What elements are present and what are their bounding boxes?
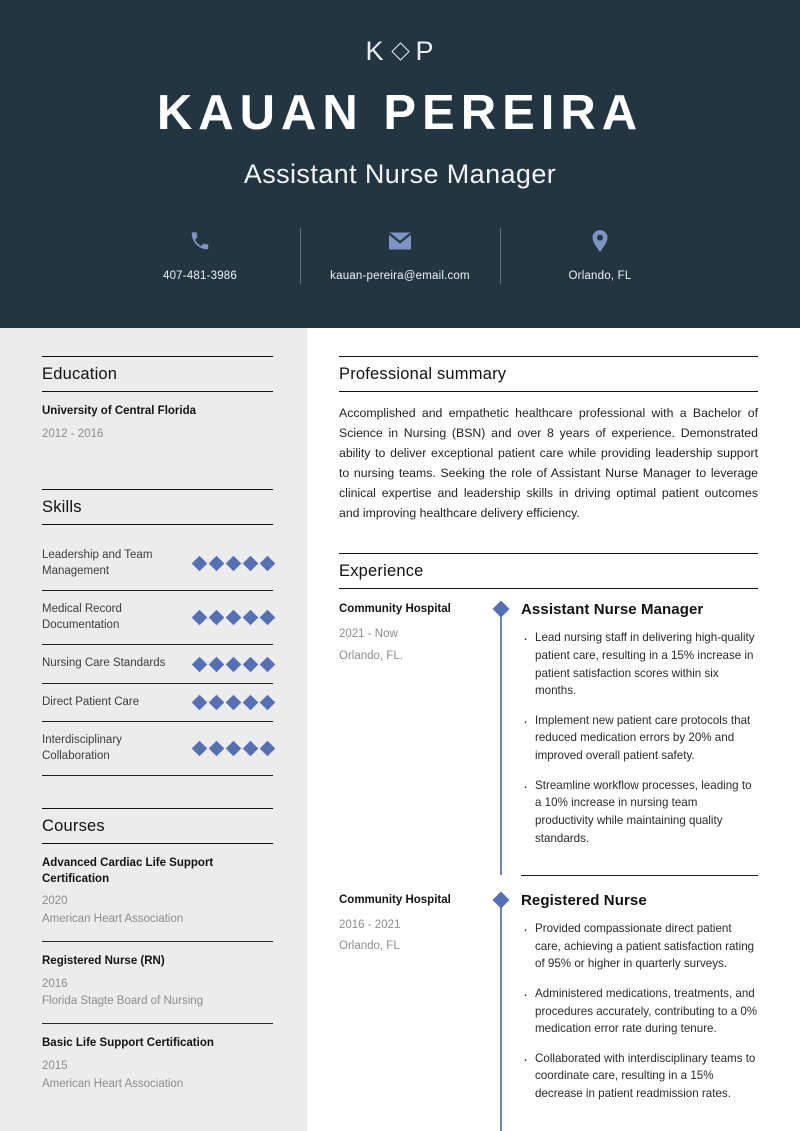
skill-row [42, 684, 273, 723]
experience-bullet: · Provided compassionate direct patient care, achieving a patient satisfaction rating of 95% or higher in quarterly surveys. [535, 920, 758, 973]
experience-dates: 2021 - Now [339, 628, 398, 641]
skill-name: Nursing Care Standards [42, 657, 166, 670]
experience-bullets [521, 920, 758, 1102]
contact-phone[interactable] [100, 228, 300, 282]
rating-diamond [260, 656, 276, 672]
section-courses [42, 808, 273, 1105]
experience-timeline [491, 892, 511, 1130]
sidebar-column [0, 328, 307, 1131]
rating-diamond [260, 695, 276, 711]
course-title: Advanced Cardiac Life Support Certification [42, 857, 214, 885]
experience-meta [339, 892, 491, 1130]
skill-rating [194, 697, 273, 708]
experience-location: Orlando, FL. [339, 649, 403, 662]
skill-name: Leadership and Team Management [42, 549, 153, 577]
course-item [42, 1036, 273, 1105]
experience-meta [339, 601, 491, 875]
experience-item [339, 892, 758, 1130]
rating-diamond [226, 741, 242, 757]
monogram-first-initial: K [365, 36, 385, 66]
course-title: Basic Life Support Certification [42, 1037, 214, 1050]
summary-text: Accomplished and empathetic healthcare professional with a Bachelor of Science in Nursing (BSN) and over 8 years of experience. Demonstrated ability to deliver exceptional patient care while providing leadership support to nursing teams. Seeking the role of Assistant Nurse Manager to leverage clinical expertise and leadership skills in driving optimal patient outcomes and improving healthcare delivery efficiency. [339, 406, 758, 520]
course-year: 2016 [42, 977, 68, 990]
diamond-outline-icon [391, 42, 409, 60]
experience-bullet: · Implement new patient care protocols that reduced medication errors by 20% and improved overall patient safety. [535, 712, 758, 765]
skills-heading-wrap [42, 489, 273, 525]
rating-diamond [260, 610, 276, 626]
rating-diamond [209, 556, 225, 572]
experience-heading: Experience [339, 562, 424, 581]
courses-heading-wrap [42, 808, 273, 844]
experience-company: Community Hospital [339, 603, 451, 616]
course-year: 2020 [42, 895, 68, 908]
resume-header [0, 0, 800, 328]
experience-company: Community Hospital [339, 894, 451, 907]
skill-row [42, 591, 273, 645]
contact-location[interactable] [500, 228, 700, 282]
experience-item [339, 601, 758, 875]
experience-role: Registered Nurse [521, 892, 647, 910]
candidate-job-title: Assistant Nurse Manager [243, 159, 557, 189]
monogram-logo [365, 38, 434, 65]
summary-heading: Professional summary [339, 365, 507, 383]
contact-email[interactable] [300, 228, 500, 282]
course-issuer: American Heart Association [42, 1077, 184, 1090]
experience-dates: 2016 - 2021 [339, 919, 401, 932]
education-heading: Education [42, 365, 118, 383]
timeline-line [500, 609, 502, 875]
summary-heading-wrap [339, 356, 758, 392]
course-item [42, 954, 273, 1024]
experience-location: Orlando, FL [339, 940, 400, 953]
timeline-diamond-icon [493, 892, 510, 909]
timeline-line [500, 900, 502, 1130]
course-issuer: Florida Stagte Board of Nursing [42, 995, 204, 1008]
experience-details [511, 892, 758, 1130]
experience-heading-wrap [339, 553, 758, 589]
experience-bullets [521, 629, 758, 847]
rating-diamond [243, 556, 259, 572]
email-icon [388, 228, 412, 254]
rating-diamond [226, 610, 242, 626]
rating-diamond [209, 695, 225, 711]
skill-row [42, 645, 273, 684]
course-item [42, 856, 273, 942]
rating-diamond [260, 556, 276, 572]
experience-divider [521, 875, 758, 876]
experience-bullet: · Streamline workflow processes, leading to a 10% increase in nursing team productivity while maintaining quality standards. [535, 777, 758, 847]
location-value: Orlando, FL [568, 270, 632, 282]
rating-diamond [226, 556, 242, 572]
rating-diamond [226, 656, 242, 672]
email-value: kauan-pereira@email.com [330, 270, 470, 282]
education-institution: University of Central Florida [42, 405, 197, 417]
skill-rating [194, 558, 273, 569]
section-experience [339, 553, 758, 1130]
course-title: Registered Nurse (RN) [42, 955, 165, 968]
course-issuer: American Heart Association [42, 913, 184, 926]
skill-row [42, 537, 273, 591]
resume-body [0, 328, 800, 1131]
education-heading-wrap [42, 356, 273, 392]
rating-diamond [243, 741, 259, 757]
skill-row [42, 722, 273, 776]
courses-heading: Courses [42, 817, 105, 836]
rating-diamond [243, 695, 259, 711]
experience-timeline [491, 601, 511, 875]
section-summary [339, 356, 758, 549]
rating-diamond [192, 610, 208, 626]
section-education [42, 356, 273, 485]
education-item [42, 404, 273, 455]
skill-name: Direct Patient Care [42, 695, 140, 708]
rating-diamond [260, 741, 276, 757]
phone-icon [189, 228, 211, 254]
skill-rating [194, 659, 273, 670]
skill-name: Medical Record Documentation [42, 603, 122, 631]
main-column [307, 328, 800, 1131]
rating-diamond [192, 741, 208, 757]
candidate-name: KAUAN PEREIRA [156, 86, 644, 140]
monogram-last-initial: P [415, 36, 435, 66]
experience-role: Assistant Nurse Manager [521, 601, 704, 619]
location-icon [590, 228, 610, 254]
rating-diamond [209, 741, 225, 757]
course-year: 2015 [42, 1059, 68, 1072]
education-years: 2012 - 2016 [42, 427, 104, 440]
rating-diamond [243, 610, 259, 626]
experience-bullet: · Lead nursing staff in delivering high-quality patient care, resulting in a 15% increase in patient satisfaction scores within six months. [535, 629, 758, 699]
section-skills [42, 489, 273, 804]
experience-bullet: · Administered medications, treatments, and procedures accurately, contributing to a 0% medication error rate during tenure. [535, 985, 758, 1038]
phone-value: 407-481-3986 [162, 270, 238, 282]
skills-heading: Skills [42, 498, 82, 517]
rating-diamond [209, 610, 225, 626]
contact-bar [100, 228, 700, 282]
timeline-diamond-icon [493, 601, 510, 618]
experience-bullet: · Collaborated with interdisciplinary teams to coordinate care, resulting in a 15% decrease in patient readmission rates. [535, 1050, 758, 1103]
skill-rating [194, 612, 273, 623]
rating-diamond [226, 695, 242, 711]
skill-name: Interdisciplinary Collaboration [42, 734, 122, 762]
rating-diamond [243, 656, 259, 672]
experience-details [511, 601, 758, 875]
rating-diamond [192, 556, 208, 572]
rating-diamond [192, 656, 208, 672]
skill-rating [194, 743, 273, 754]
rating-diamond [192, 695, 208, 711]
rating-diamond [209, 656, 225, 672]
